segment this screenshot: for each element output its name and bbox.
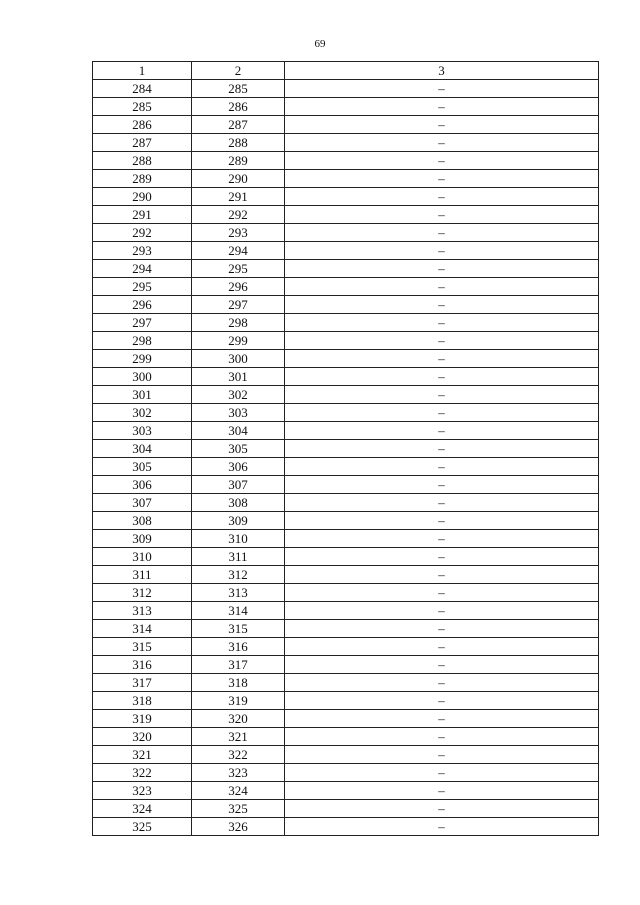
table-cell-col3: – <box>285 476 599 494</box>
table-cell-col2: 320 <box>192 710 285 728</box>
table-cell-col3: – <box>285 80 599 98</box>
table-cell-col1: 310 <box>93 548 192 566</box>
table-cell-col2: 290 <box>192 170 285 188</box>
column-header-3: 3 <box>285 62 599 80</box>
table-cell-col1: 318 <box>93 692 192 710</box>
table-row <box>93 170 599 188</box>
table-cell-col3: – <box>285 494 599 512</box>
table-cell-col3: – <box>285 260 599 278</box>
table-cell-col1: 312 <box>93 584 192 602</box>
table-cell-col1: 299 <box>93 350 192 368</box>
table-cell-col2: 308 <box>192 494 285 512</box>
table-cell-col3: – <box>285 278 599 296</box>
table-cell-col3: – <box>285 566 599 584</box>
table-row <box>93 206 599 224</box>
table-row <box>93 458 599 476</box>
table-row <box>93 566 599 584</box>
table-cell-col2: 298 <box>192 314 285 332</box>
table-cell-col1: 305 <box>93 458 192 476</box>
table-cell-col1: 285 <box>93 98 192 116</box>
table-cell-col2: 286 <box>192 98 285 116</box>
table-cell-col1: 323 <box>93 782 192 800</box>
table-cell-col1: 307 <box>93 494 192 512</box>
table-row <box>93 152 599 170</box>
table-cell-col2: 294 <box>192 242 285 260</box>
table-cell-col3: – <box>285 746 599 764</box>
table-row <box>93 728 599 746</box>
table-cell-col3: – <box>285 314 599 332</box>
table-cell-col3: – <box>285 728 599 746</box>
table-cell-col2: 301 <box>192 368 285 386</box>
table-cell-col1: 325 <box>93 818 192 836</box>
table-cell-col3: – <box>285 332 599 350</box>
table-row <box>93 674 599 692</box>
table-cell-col1: 322 <box>93 764 192 782</box>
table-cell-col1: 287 <box>93 134 192 152</box>
table-cell-col2: 305 <box>192 440 285 458</box>
table-cell-col2: 319 <box>192 692 285 710</box>
table-cell-col2: 303 <box>192 404 285 422</box>
table-cell-col3: – <box>285 656 599 674</box>
table-row <box>93 764 599 782</box>
table-cell-col2: 293 <box>192 224 285 242</box>
table-cell-col2: 300 <box>192 350 285 368</box>
table-cell-col3: – <box>285 638 599 656</box>
table-cell-col3: – <box>285 548 599 566</box>
table-row <box>93 116 599 134</box>
table-row <box>93 134 599 152</box>
table-row <box>93 692 599 710</box>
table-cell-col2: 323 <box>192 764 285 782</box>
table-cell-col1: 314 <box>93 620 192 638</box>
table-cell-col2: 306 <box>192 458 285 476</box>
table-cell-col2: 321 <box>192 728 285 746</box>
table-row <box>93 386 599 404</box>
table-row <box>93 350 599 368</box>
table-cell-col2: 291 <box>192 188 285 206</box>
table-row <box>93 746 599 764</box>
table-row <box>93 548 599 566</box>
table-row <box>93 422 599 440</box>
table-row <box>93 260 599 278</box>
table-cell-col1: 313 <box>93 602 192 620</box>
table-cell-col2: 312 <box>192 566 285 584</box>
table-cell-col1: 291 <box>93 206 192 224</box>
table-cell-col1: 284 <box>93 80 192 98</box>
table-cell-col1: 286 <box>93 116 192 134</box>
table-row <box>93 296 599 314</box>
table-cell-col1: 297 <box>93 314 192 332</box>
column-header-1: 1 <box>93 62 192 80</box>
table-row <box>93 710 599 728</box>
table-row <box>93 530 599 548</box>
table-cell-col1: 315 <box>93 638 192 656</box>
table-row <box>93 80 599 98</box>
table-cell-col1: 288 <box>93 152 192 170</box>
table-cell-col1: 293 <box>93 242 192 260</box>
table-cell-col3: – <box>285 800 599 818</box>
table-cell-col3: – <box>285 368 599 386</box>
table-cell-col1: 295 <box>93 278 192 296</box>
table-cell-col1: 300 <box>93 368 192 386</box>
table-cell-col2: 307 <box>192 476 285 494</box>
table-row <box>93 512 599 530</box>
table-cell-col2: 309 <box>192 512 285 530</box>
table-cell-col1: 290 <box>93 188 192 206</box>
table-cell-col2: 297 <box>192 296 285 314</box>
table-row <box>93 584 599 602</box>
table-cell-col2: 289 <box>192 152 285 170</box>
table-cell-col3: – <box>285 116 599 134</box>
table-cell-col3: – <box>285 170 599 188</box>
table-cell-col3: – <box>285 404 599 422</box>
table-cell-col3: – <box>285 188 599 206</box>
table-cell-col2: 322 <box>192 746 285 764</box>
table-cell-col3: – <box>285 818 599 836</box>
table-cell-col3: – <box>285 782 599 800</box>
table-row <box>93 332 599 350</box>
table-cell-col1: 303 <box>93 422 192 440</box>
table-cell-col1: 308 <box>93 512 192 530</box>
table-row <box>93 440 599 458</box>
table-cell-col3: – <box>285 440 599 458</box>
table-cell-col1: 311 <box>93 566 192 584</box>
table-cell-col1: 296 <box>93 296 192 314</box>
table-cell-col1: 292 <box>93 224 192 242</box>
table-cell-col2: 325 <box>192 800 285 818</box>
table-cell-col2: 299 <box>192 332 285 350</box>
column-header-2: 2 <box>192 62 285 80</box>
table-cell-col1: 294 <box>93 260 192 278</box>
table-cell-col2: 285 <box>192 80 285 98</box>
table-cell-col3: – <box>285 584 599 602</box>
table-cell-col2: 326 <box>192 818 285 836</box>
table-cell-col3: – <box>285 350 599 368</box>
table-row <box>93 782 599 800</box>
page-number: 69 <box>314 38 326 50</box>
table-row <box>93 602 599 620</box>
table-cell-col2: 324 <box>192 782 285 800</box>
table-row <box>93 620 599 638</box>
table-cell-col3: – <box>285 296 599 314</box>
table-cell-col3: – <box>285 530 599 548</box>
table-cell-col1: 321 <box>93 746 192 764</box>
table-cell-col1: 319 <box>93 710 192 728</box>
table-cell-col3: – <box>285 674 599 692</box>
table-cell-col1: 306 <box>93 476 192 494</box>
table-row <box>93 656 599 674</box>
table-cell-col2: 315 <box>192 620 285 638</box>
table-cell-col1: 289 <box>93 170 192 188</box>
table-cell-col1: 309 <box>93 530 192 548</box>
table-row <box>93 494 599 512</box>
table-cell-col2: 318 <box>192 674 285 692</box>
table-cell-col2: 317 <box>192 656 285 674</box>
table-row <box>93 818 599 836</box>
table-cell-col1: 320 <box>93 728 192 746</box>
table-cell-col3: – <box>285 242 599 260</box>
table-cell-col2: 295 <box>192 260 285 278</box>
table-cell-col1: 316 <box>93 656 192 674</box>
table-row <box>93 638 599 656</box>
table-cell-col3: – <box>285 458 599 476</box>
table-cell-col1: 317 <box>93 674 192 692</box>
table-cell-col3: – <box>285 602 599 620</box>
table-cell-col2: 313 <box>192 584 285 602</box>
table-cell-col3: – <box>285 692 599 710</box>
table-row <box>93 800 599 818</box>
table-cell-col2: 316 <box>192 638 285 656</box>
table-cell-col3: – <box>285 422 599 440</box>
table-cell-col1: 298 <box>93 332 192 350</box>
table-cell-col2: 288 <box>192 134 285 152</box>
table-cell-col2: 292 <box>192 206 285 224</box>
table-cell-col3: – <box>285 386 599 404</box>
table-cell-col2: 311 <box>192 548 285 566</box>
table-cell-col2: 302 <box>192 386 285 404</box>
table-row <box>93 314 599 332</box>
table-header-row <box>93 62 599 80</box>
table-cell-col3: – <box>285 206 599 224</box>
table-cell-col3: – <box>285 224 599 242</box>
table-cell-col2: 314 <box>192 602 285 620</box>
table-cell-col3: – <box>285 764 599 782</box>
table-cell-col2: 310 <box>192 530 285 548</box>
data-table <box>92 61 599 836</box>
table-cell-col2: 304 <box>192 422 285 440</box>
table-row <box>93 224 599 242</box>
table-cell-col3: – <box>285 98 599 116</box>
table-row <box>93 188 599 206</box>
table-cell-col1: 302 <box>93 404 192 422</box>
table-cell-col3: – <box>285 710 599 728</box>
table-cell-col1: 304 <box>93 440 192 458</box>
table-cell-col3: – <box>285 134 599 152</box>
table-cell-col3: – <box>285 620 599 638</box>
table-cell-col3: – <box>285 512 599 530</box>
table-cell-col2: 296 <box>192 278 285 296</box>
table-row <box>93 476 599 494</box>
table-cell-col1: 301 <box>93 386 192 404</box>
table-row <box>93 404 599 422</box>
table-cell-col2: 287 <box>192 116 285 134</box>
table-row <box>93 242 599 260</box>
table-row <box>93 278 599 296</box>
table-cell-col1: 324 <box>93 800 192 818</box>
table-body <box>93 80 599 836</box>
table-cell-col3: – <box>285 152 599 170</box>
table-row <box>93 98 599 116</box>
table-row <box>93 368 599 386</box>
